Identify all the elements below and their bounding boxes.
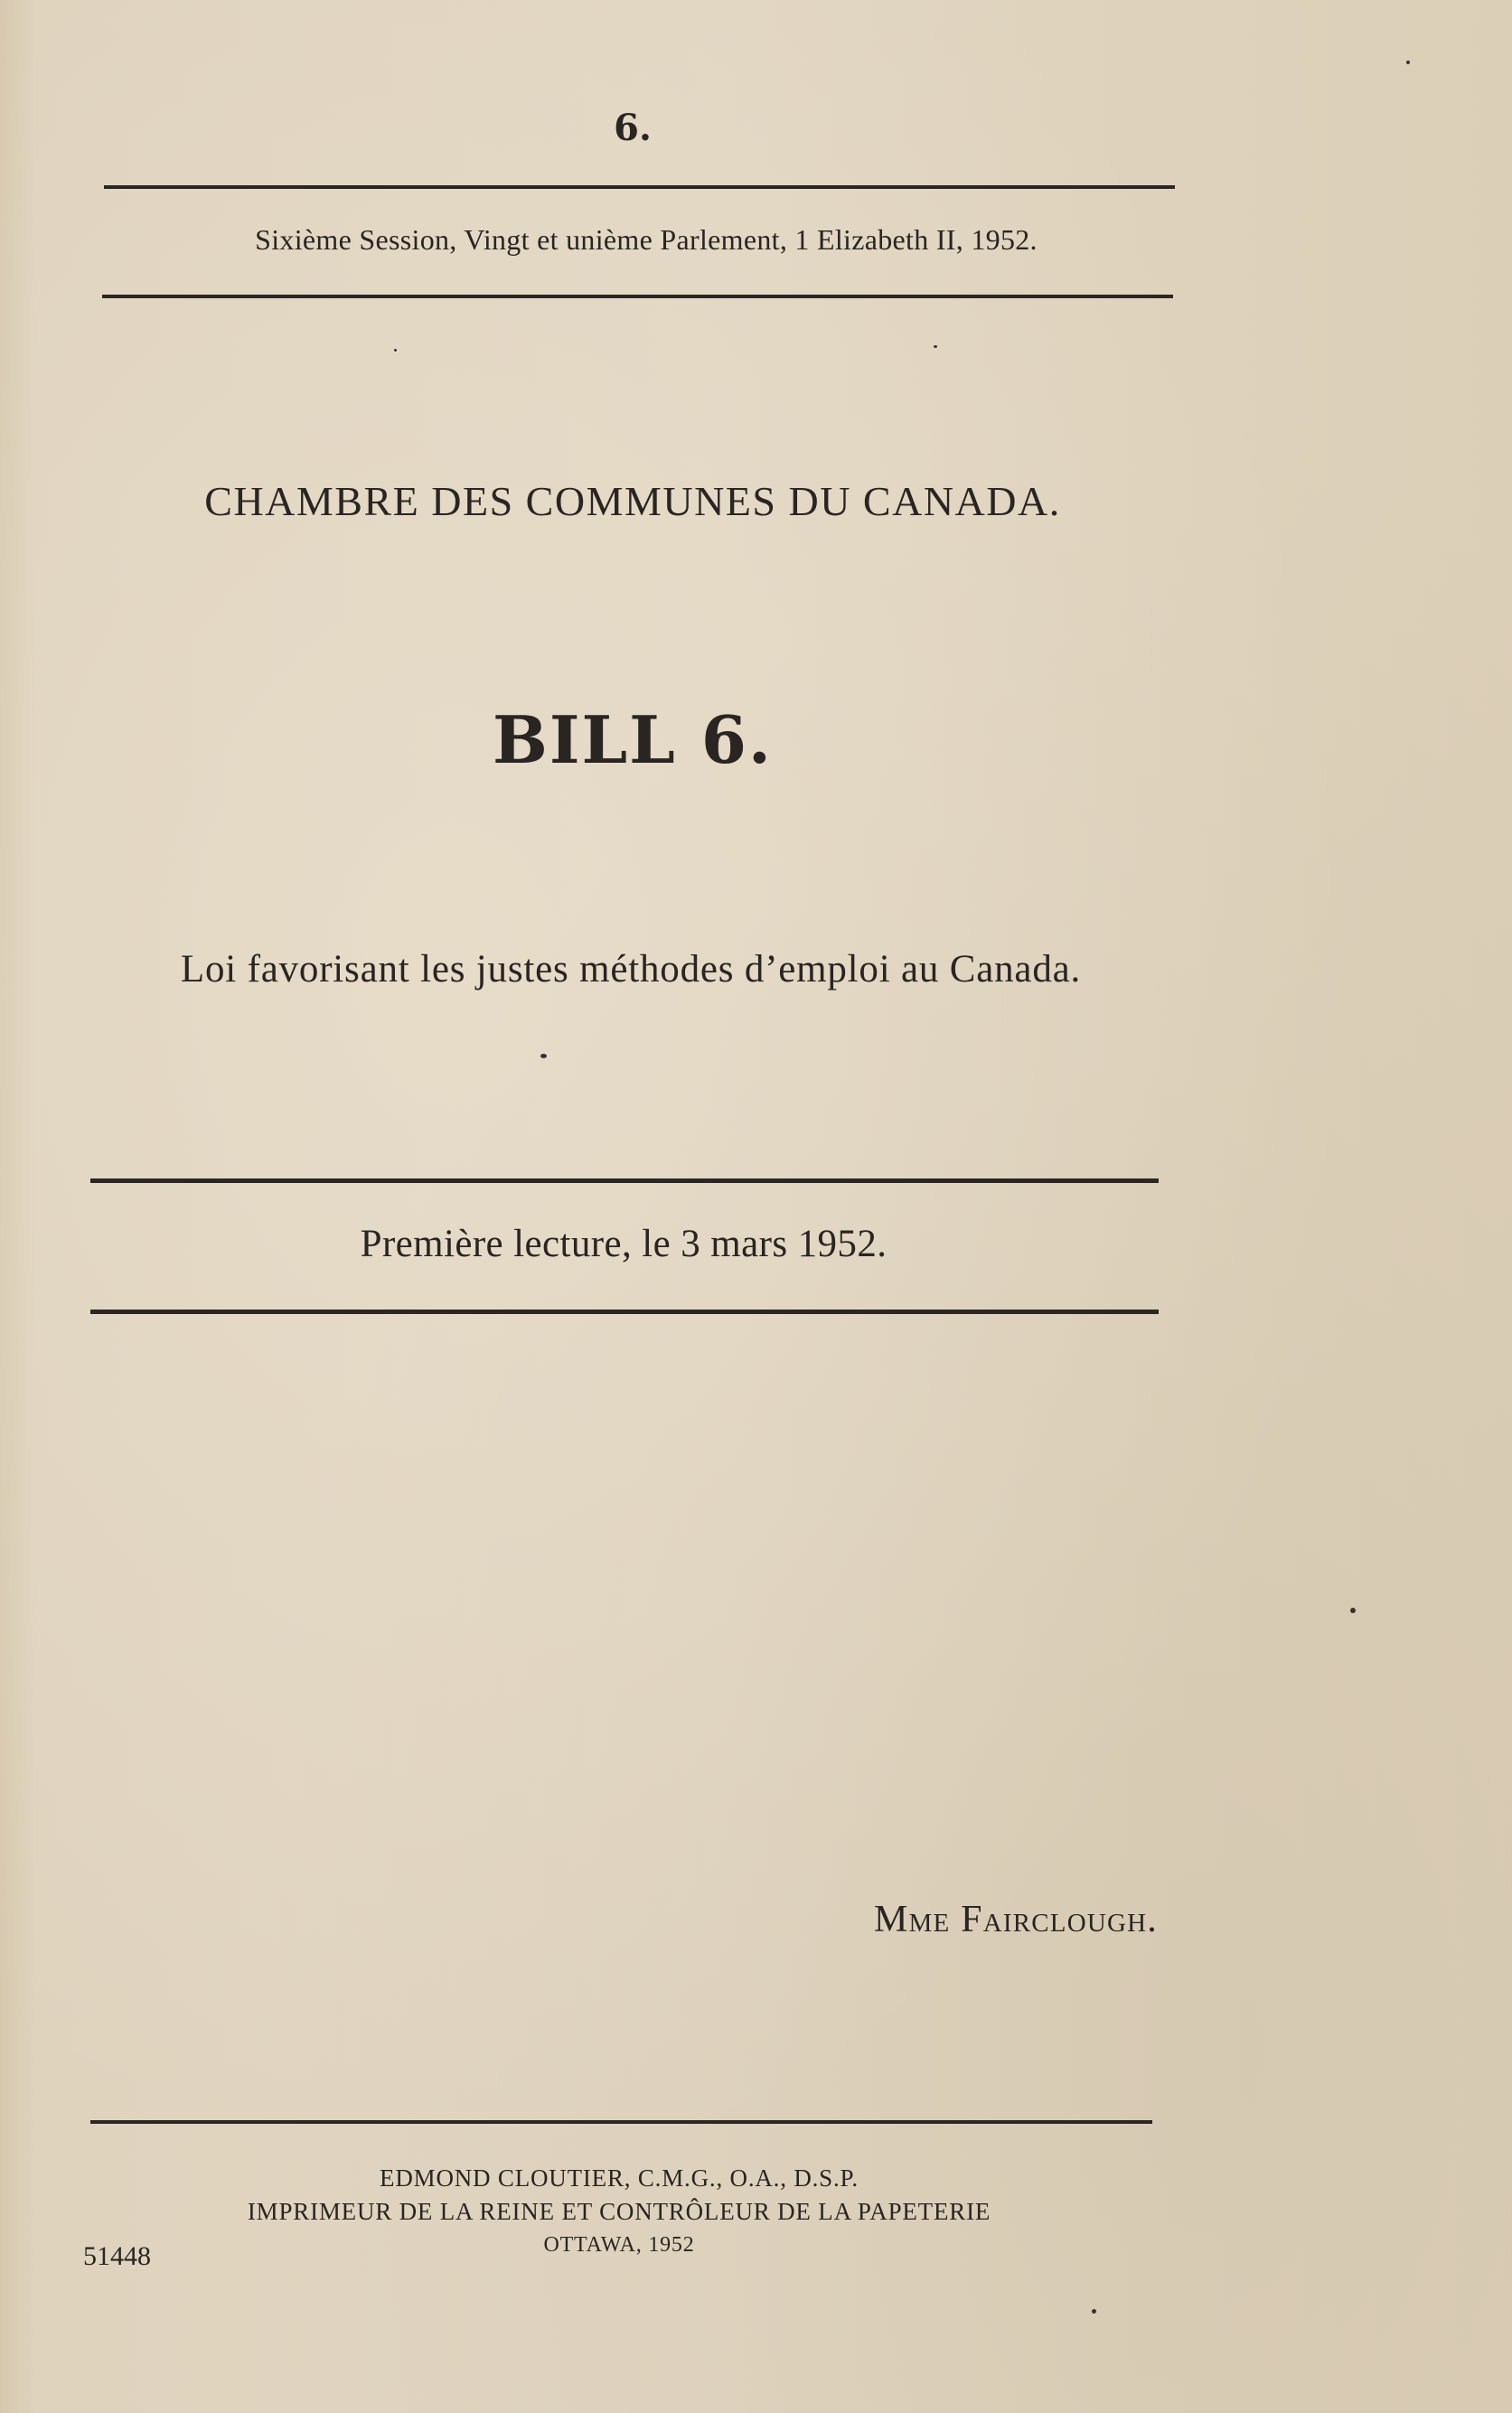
paper-speck <box>540 1054 547 1058</box>
reading-rule-top <box>90 1178 1159 1183</box>
printer-place-year: OTTAWA, 1952 <box>543 2233 695 2257</box>
printer-imprint <box>0 2162 1238 2262</box>
paper-speck <box>1406 61 1410 64</box>
printer-name: EDMOND CLOUTIER, C.M.G., O.A., D.S.P. <box>380 2164 859 2192</box>
session-line: Sixième Session, Vingt et unième Parlement, 1 Elizabeth II, 1952. <box>255 223 1038 256</box>
paper-speck <box>1350 1608 1356 1613</box>
bill-description: Loi favorisant les justes méthodes d’emploi au Canada. <box>180 948 1082 991</box>
imprint-rule <box>90 2120 1152 2124</box>
top-rule-2 <box>102 295 1173 298</box>
paper-speck <box>1092 2309 1096 2314</box>
chamber-heading: CHAMBRE DES COMMUNES DU CANADA. <box>204 478 1061 524</box>
paper-speck <box>934 345 937 348</box>
top-rule-1 <box>104 185 1175 189</box>
reading-rule-bottom <box>90 1310 1159 1314</box>
document-code: 51448 <box>83 2241 151 2271</box>
first-reading-line: Première lecture, le 3 mars 1952. <box>360 1223 887 1265</box>
page-number: 6. <box>614 107 652 149</box>
paper-speck <box>394 349 397 352</box>
printer-title: IMPRIMEUR DE LA REINE ET CONTRÔLEUR DE LA PAPETERIE <box>247 2198 991 2225</box>
bill-title: BILL 6. <box>492 701 773 778</box>
sponsor-name: Mme Fairclough. <box>874 1899 1158 1940</box>
